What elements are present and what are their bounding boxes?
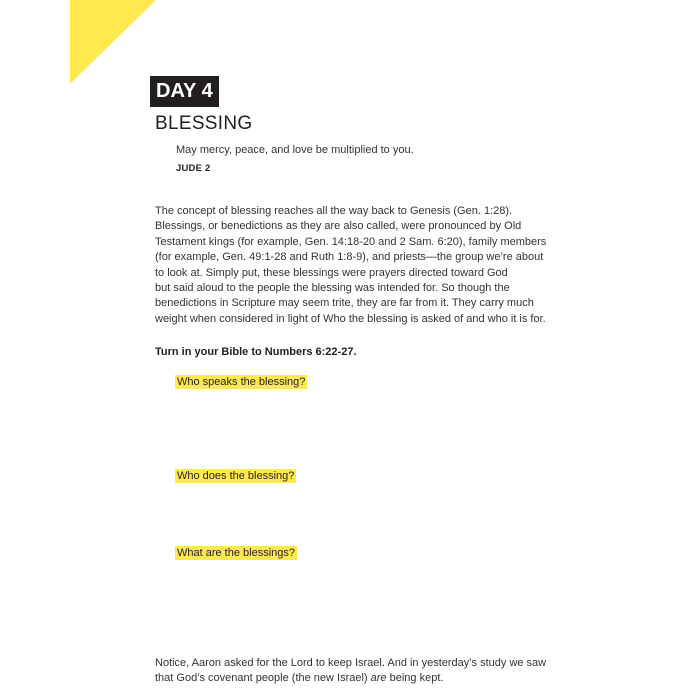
yellow-corner-triangle	[70, 0, 156, 84]
bible-instruction: Turn in your Bible to Numbers 6:22-27.	[155, 346, 357, 358]
closing-line-1: Notice, Aaron asked for the Lord to keep Israel. And in yesterday’s study we saw	[155, 657, 547, 669]
closing-emphasis: are	[370, 672, 387, 685]
intro-line: but said aloud to the people the blessing was intended for. So though the	[155, 282, 510, 295]
closing-text-before: that God’s covenant people (the new Israel)	[155, 672, 371, 685]
closing-paragraph	[155, 656, 555, 687]
intro-line: Blessings, or benedictions as they are also called, were pronounced by Old	[155, 220, 522, 233]
page-title: BLESSING	[155, 113, 253, 134]
closing-text-after: being kept.	[386, 672, 444, 685]
scripture-verse: May mercy, peace, and love be multiplied to you.	[176, 144, 414, 156]
intro-line: benedictions in Scripture may seem trite, they are far from it. They carry much	[155, 297, 534, 310]
intro-line: to look at. Simply put, these blessings were prayers directed toward God	[155, 266, 508, 279]
scripture-reference: JUDE 2	[176, 163, 211, 174]
question-who-does: Who does the blessing?	[177, 470, 295, 482]
closing-line-2	[155, 671, 555, 686]
intro-line: The concept of blessing reaches all the way back to Genesis (Gen. 1:28).	[155, 205, 513, 217]
intro-line: (for example, Gen. 49:1-28 and Ruth 1:8-9), and priests—the group we’re about	[155, 251, 544, 264]
intro-paragraph	[155, 204, 555, 327]
question-what-blessings: What are the blessings?	[177, 547, 296, 559]
intro-line: Testament kings (for example, Gen. 14:18-20 and 2 Sam. 6:20), family members	[155, 235, 547, 248]
intro-line: weight when considered in light of Who the blessing is asked of and who it is for.	[155, 312, 546, 325]
question-who-speaks: Who speaks the blessing?	[177, 376, 306, 388]
day-badge: DAY 4	[150, 76, 219, 107]
